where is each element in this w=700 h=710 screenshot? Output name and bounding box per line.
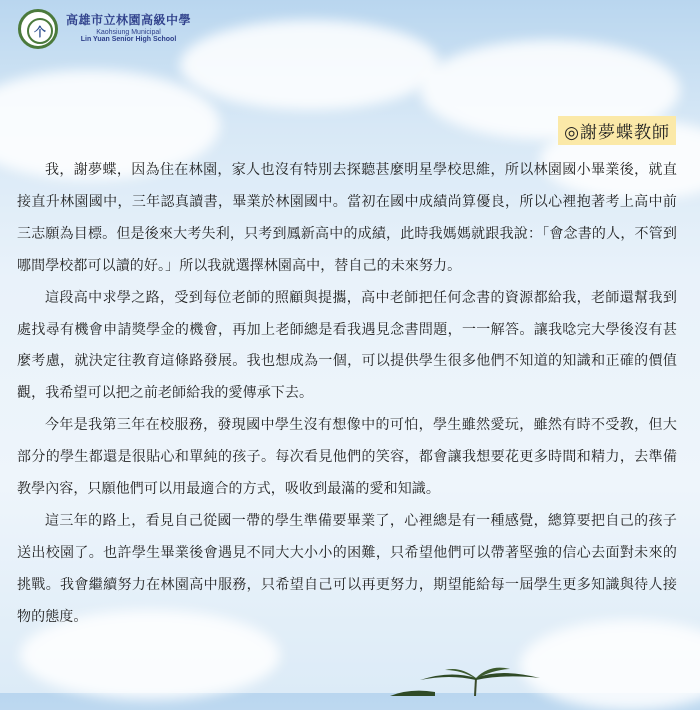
school-logo: 个: [18, 9, 58, 49]
paragraph: 今年是我第三年在校服務，發現國中學生沒有想像中的可怕，學生雖然愛玩，雖然有時不受教，但大部分的學生都還是很貼心和單純的孩子。每次看見他們的笑容，都會讓我想要花更多時間和精力，去準備教學內容，只願他們可以用最適合的方式，吸收到最滿的愛和知識。: [17, 417, 677, 498]
essay-body: [17, 155, 677, 634]
school-name-en-line2: Lin Yuan Senior High School: [80, 36, 177, 44]
cloud: [180, 20, 440, 110]
paragraph: 這三年的路上，看見自己從國一帶的學生準備要畢業了，心裡總是有一種感覺，總算要把自己的孩子送出校園了。也許學生畢業後會遇見不同大大小小的困難，只希望他們可以帶著堅強的信心去面對未來的挑戰。我會繼續努力在林園高中服務，只希望自己可以再更努力，期望能給每一屆學生更多知識與待人接物的態度。: [17, 512, 677, 625]
school-header: [18, 8, 191, 50]
school-name-zh: 高雄市立林園高級中學: [66, 13, 192, 28]
author-label: ◎謝夢蝶教師: [558, 116, 676, 145]
paragraph: 這段高中求學之路，受到每位老師的照顧與提攜，高中老師把任何念書的資源都給我，老師還幫我到處找尋有機會申請獎學金的機會，再加上老師總是看我遇見念書問題，一一解答。讓我唸完大學後沒有甚麼考慮，就決定往教育這條路發展。我也想成為一個，可以提供學生很多他們不知道的知識和正確的價值觀，我希望可以把之前老師給我的愛傳承下去。: [17, 289, 677, 402]
palm-tree-icon: [390, 666, 560, 696]
school-name-en-line1: Kaohsiung Municipal: [96, 28, 161, 36]
paragraph: 我，謝夢蝶，因為住在林園，家人也沒有特別去探聽甚麼明星學校思維，所以林園國小畢業後，就直接直升林園國中，三年認真讀書，畢業於林園國中。當初在國中成績尚算優良，所以心裡抱著考上高中前三志願為目標。但是後來大考失利，只考到鳳新高中的成績，此時我媽媽就跟我說：「會念書的人，不管到哪間學校都可以讀的好。」所以我就選擇林園高中，替自己的未來努力。: [17, 162, 677, 274]
school-name: [66, 14, 191, 43]
